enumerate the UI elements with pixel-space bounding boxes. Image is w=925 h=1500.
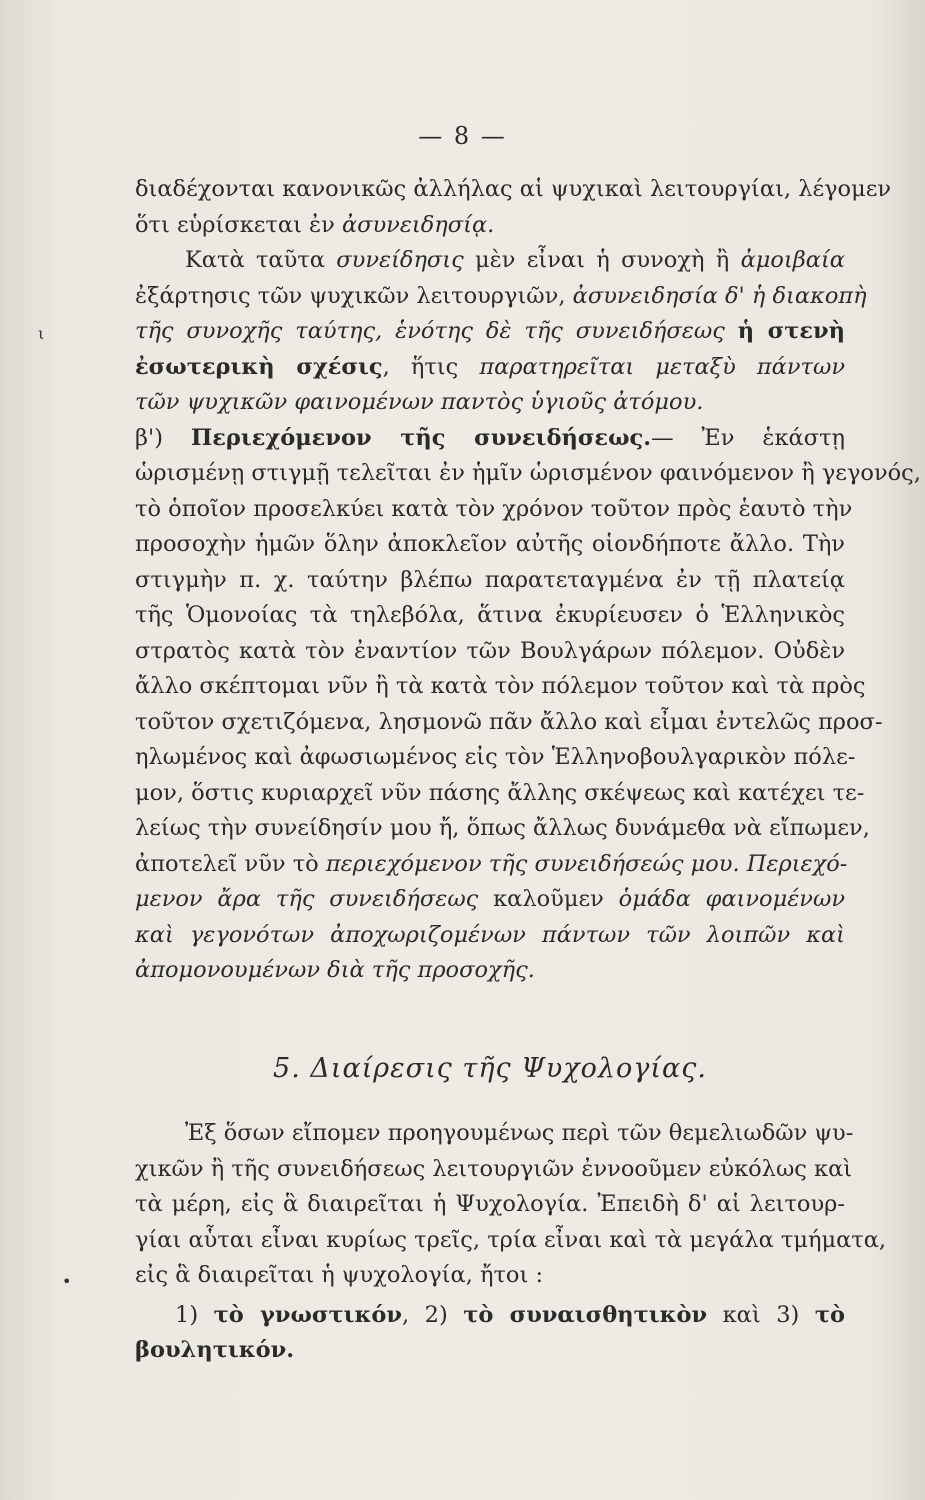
text-span: ἀποτελεῖ νῦν τὸ [135,850,326,877]
text-span: — Ἐν ἑκάστῃ [651,424,845,451]
subsection-title: Περιεχόμενον τῆς συνειδήσεως. [190,424,652,451]
text-line [135,953,845,989]
text-line [135,385,845,421]
text-line [135,847,848,883]
text-line: γίαι αὗται εἶναι κυρίως τρεῖς, τρία εἶναι καὶ τὰ μεγάλα τμήματα, [135,1226,887,1253]
italic-phrase: ἀπομονουμένων διὰ τῆς προσοχῆς. [135,957,535,983]
term-definition: ἀσυνειδησία δ' ἡ διακοπὴ [572,282,867,309]
text-line: εἰς ἃ διαιρεῖται ἡ ψυχολογία, ἤτοι : [135,1262,544,1288]
text-line [135,1298,845,1334]
text-span: καλοῦμεν [478,886,619,912]
text-line: τὰ μέρη, εἰς ἃ διαιρεῖται ἡ Ψυχολογία. Ἐπειδὴ δ' αἱ λειτουρ- [135,1191,845,1217]
text-span: μὲν εἶναι ἡ συνοχὴ ἢ [463,247,741,273]
text-line [135,279,867,315]
text-line [135,421,845,457]
text-line: στιγμὴν π. χ. ταύτην βλέπω παρατεταγμένα ἐν τῇ πλατείᾳ [135,566,845,593]
list-number: καὶ 3) [707,1301,815,1328]
term-consciousness: συνείδησις [336,247,464,273]
page-number: — 8 — [418,122,507,150]
paragraph-5 [135,1298,845,1369]
text-line [135,882,845,918]
part-volitional: τὸ [814,1301,845,1328]
text-line [135,314,845,350]
text-line: ἄλλο σκέπτομαι νῦν ἢ τὰ κατὰ τὸν πόλεμον τοῦτον καὶ τὰ πρὸς [135,673,866,699]
italic-phrase: περιεχόμενον τῆς συνειδήσεώς μου. Περιεχό- [325,850,848,877]
text-line [135,1333,845,1369]
text-span: Κατὰ ταῦτα [185,247,337,273]
text-line: μον, ὅστις κυριαρχεῖ νῦν πάσης ἄλλης σκέψεως καὶ κατέχει τε- [135,779,865,806]
part-cognitive: τὸ γνωστικόν [213,1301,402,1328]
list-number: 1) [175,1301,214,1328]
italic-phrase: τῶν ψυχικῶν φαινομένων παντὸς ὑγιοῦς ἀτόμου. [135,389,704,415]
term-unconsciousness: ἀσυνειδησίᾳ. [341,211,495,238]
term-unity: τῆς συνοχῆς ταύτης, ἑνότης δὲ τῆς συνειδήσεως [135,318,738,344]
text-line: λείως τὴν συνείδησίν μου ἤ, ὅπως ἄλλως δυνάμεθα νὰ εἴπωμεν, [135,815,870,841]
body-text [135,172,921,1369]
text-line [135,918,845,954]
text-line: στρατὸς κατὰ τὸν ἐναντίον τῶν Βουλγάρων πόλεμον. Οὐδὲν [135,637,845,664]
term-mutual: ἀμοιβαία [740,247,845,273]
section-marker: β') [135,424,191,451]
text-line [135,243,845,279]
text-line: τὸ ὁποῖον προσελκύει κατὰ τὸν χρόνον τοῦτον πρὸς ἑαυτὸ τὴν [135,495,853,522]
paragraph-1 [135,172,892,243]
text-span: , ἥτις [382,353,480,380]
text-line [135,208,845,244]
text-line: ηλωμένος καὶ ἀφωσιωμένος εἰς τὸν Ἑλληνοβουλγαρικὸν πόλε- [135,744,856,770]
text-line: χικῶν ἢ τῆς συνειδήσεως λειτουργιῶν ἐννοοῦμεν εὐκόλως καὶ [135,1155,853,1182]
paragraph-3 [135,421,921,989]
text-line: διαδέχονται κανονικῶς ἀλλήλας αἱ ψυχικαὶ λειτουργίαι, λέγομεν [135,176,892,202]
italic-phrase: καὶ γεγονότων ἀποχωριζομένων πάντων τῶν λοιπῶν καὶ [135,921,845,948]
part-emotional: τὸ συναισθητικὸν [463,1301,708,1328]
text-span: ἐξάρτησις τῶν ψυχικῶν λειτουργιῶν, [135,282,573,309]
text-span: ὅτι εὑρίσκεται ἐν [135,211,342,238]
list-number: , 2) [401,1301,464,1328]
margin-bullet: • [62,1272,72,1291]
italic-phrase: παρατηρεῖται μεταξὺ πάντων [479,353,845,380]
margin-mark: ι [38,324,45,343]
part-volitional: βουλητικόν. [135,1337,295,1363]
paragraph-2 [135,243,867,421]
text-line: τῆς Ὁμονοίας τὰ τηλεβόλα, ἅτινα ἐκυρίευσεν ὁ Ἑλληνικὸς [135,602,845,628]
text-line: τοῦτον σχετιζόμενα, λησμονῶ πᾶν ἄλλο καὶ εἶμαι ἐντελῶς προσ- [135,708,883,735]
section-heading: 5. Διαίρεσις τῆς Ψυχολογίας. [273,1052,707,1084]
text-line: Ἐξ ὅσων εἴπομεν προηγουμένως περὶ τῶν θεμελιωδῶν ψυ- [185,1120,854,1146]
italic-phrase: μενον ἄρα τῆς συνειδήσεως [135,886,479,912]
text-line: ὡρισμένῃ στιγμῇ τελεῖται ἐν ἡμῖν ὡρισμένον φαινόμενον ἢ γεγονός, [135,460,921,486]
paragraph-4 [135,1116,887,1294]
bold-term: ἡ στενὴ [737,318,845,344]
italic-phrase: ὁμάδα φαινομένων [618,886,845,912]
text-line [135,350,845,386]
bold-term: ἐσωτερικὴ σχέσις [135,353,383,380]
text-line: προσοχὴν ἡμῶν ὅλην ἀποκλεῖον αὐτῆς οἱονδήποτε ἄλλο. Τὴν [135,531,845,557]
